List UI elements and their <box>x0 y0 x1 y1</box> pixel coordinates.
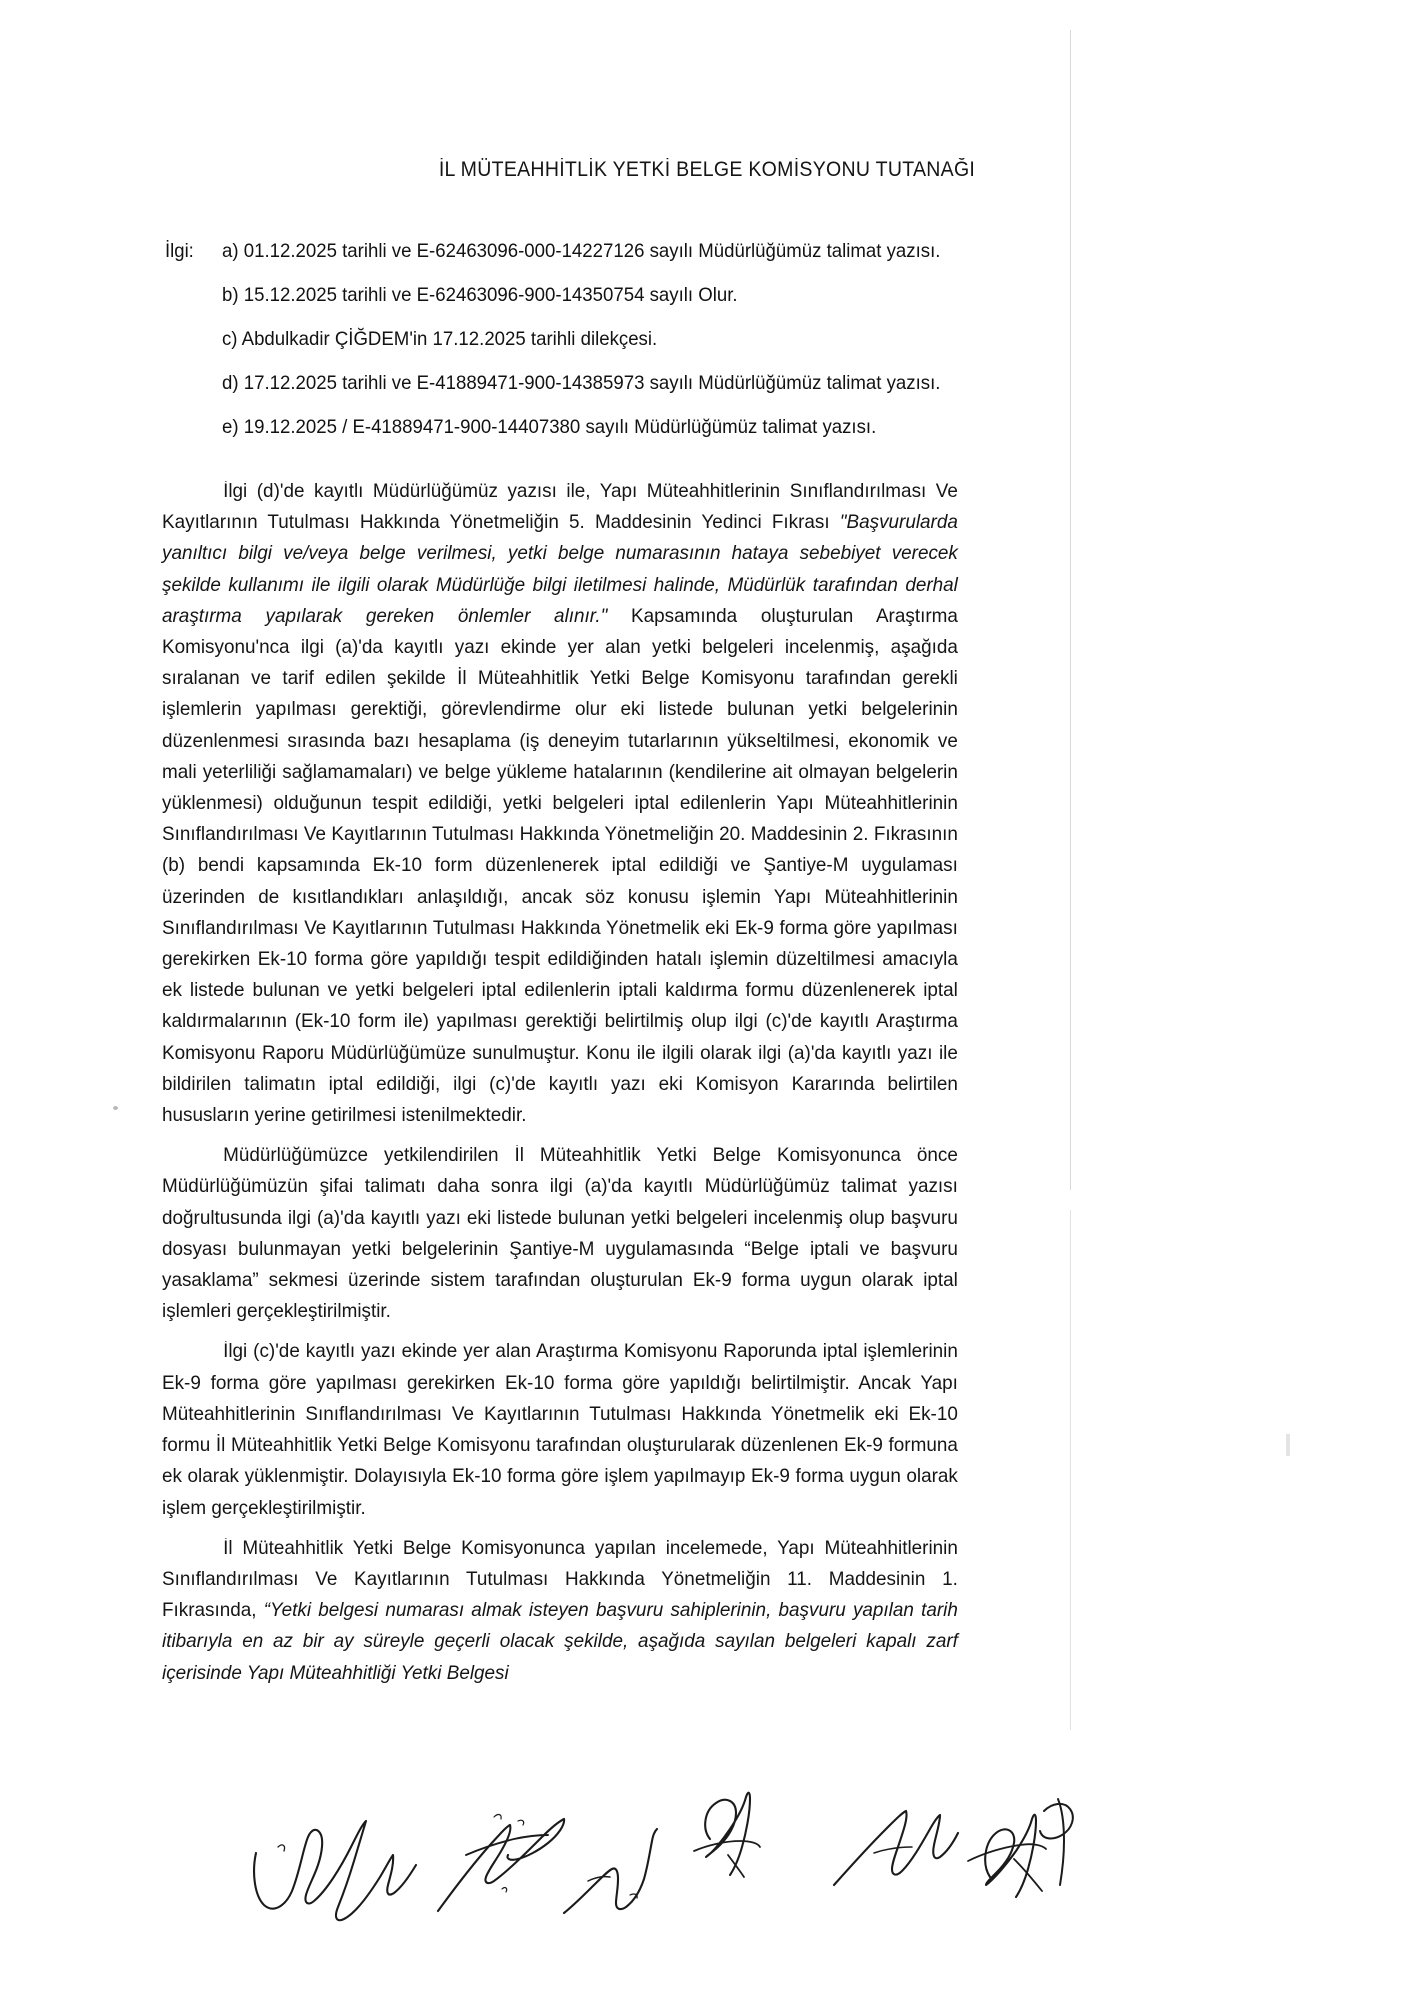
signature-3 <box>560 1821 680 1931</box>
scan-artifact-line <box>1070 30 1071 1190</box>
quoted-regulation-text: "Başvurularda yanıltıcı bilgi ve/veya belge verilmesi, yetki belge numarasının hataya sebebiyet verecek şekilde kullanımı ile ilgili olarak Müdürlüğe bilgi iletilmesi halinde, Müdürlük tarafından derhal araştırma yapılarak gereken önlemler alınır." <box>162 512 958 627</box>
reference-text-e: e) 19.12.2025 / E-41889471-900-14407380 sayılı Müdürlüğümüz talimat yazısı. <box>222 416 877 438</box>
signature-row <box>0 1775 1414 1975</box>
reference-item-b <box>165 282 1045 308</box>
reference-text-b: b) 15.12.2025 tarihli ve E-62463096-900-14350754 sayılı Olur. <box>222 284 738 306</box>
reference-item-e <box>165 414 1045 440</box>
body-text: Müdürlüğümüzce yetkilendirilen İl Müteahhitlik Yetki Belge Komisyonunca önce Müdürlüğümüzün şifai talimatı daha sonra ilgi (a)'da kayıtlı Müdürlüğümüz talimat yazısı doğrultusunda ilgi (a)'da kayıtlı yazı eki listede bulunan yetki belgeleri incelenmiş olup başvuru dosyası bulunmayan yetki belgelerinin Şantiye-M uygulamasında “Belge iptali ve başvuru yasaklama” sekmesi üzerinde sistem tarafından oluşturulan Ek-9 forma uygun olarak iptal işlemleri gerçekleştirilmiştir. <box>162 1145 958 1323</box>
reference-item-a <box>165 238 1045 264</box>
paragraph-4 <box>162 1533 958 1689</box>
reference-text-d: d) 17.12.2025 tarihli ve E-41889471-900-14385973 sayılı Müdürlüğümüz talimat yazısı. <box>222 372 941 394</box>
paragraph-3 <box>162 1336 958 1523</box>
reference-list <box>165 238 1045 458</box>
signature-2 <box>432 1797 592 1927</box>
signature-4 <box>688 1785 808 1915</box>
scan-speck-right <box>1286 1434 1290 1456</box>
document-body <box>162 476 970 1698</box>
paragraph-1 <box>162 476 958 1131</box>
paragraph-2 <box>162 1140 958 1327</box>
signature-5 <box>830 1793 970 1913</box>
reference-label: İlgi: <box>165 240 194 262</box>
body-text: Kapsamında oluşturulan Araştırma Komisyonu'nca ilgi (a)'da kayıtlı yazı ekinde yer alan yetki belgeleri incelenmiş, aşağıda sıralanan ve tarif edilen şekilde İl Müteahhitlik Yetki Belge Komisyonu tarafından gerekli işlemlerin yapılması gerektiği, görevlendirme olur eki listede bulunan yetki belgelerinin düzenlenmesi sırasında bazı hesaplama (iş deneyim tutarlarının yükseltilmesi, ekonomik ve mali yeterliliği sağlamamaları) ve belge yükleme hatalarının (kendilerine ait olmayan belgelerin yüklenmesi) olduğunun tespit edildiği, yetki belgeleri iptal edilenlerin Yapı Müteahhitlerinin Sınıflandırılması Ve Kayıtlarının Tutulması Hakkında Yönetmeliğin 20. Maddesinin 2. Fıkrasının (b) bendi kapsamında Ek-10 form düzenlenerek iptal edildiği ve Şantiye-M uygulaması üzerinden de kısıtlandıkları anlaşıldığı, ancak söz konusu işlemin Yapı Müteahhitlerinin Sınıflandırılması Ve Kayıtlarının Tutulması Hakkında Yönetmelik eki Ek-9 forma göre yapılması gerekirken Ek-10 forma göre yapıldığı tespit edildiğinden hatalı işlemin düzeltilmesi amacıyla ek listede bulunan ve yetki belgeleri iptal edilenlerin iptali kaldırma formu düzenlenerek iptal kaldırmalarının (Ek-10 form ile) yapılması gerektiği belirtilmiş olup ilgi (c)'de kayıtlı Araştırma Komisyonu Raporu Müdürlüğümüze sunulmuştur. Konu ile ilgili olarak ilgi (a)'da kayıtlı yazı ile bildirilen talimatın iptal edildiği, ilgi (c)'de kayıtlı yazı eki Komisyon Kararında belirtilen hususların yerine getirilmesi istenilmektedir. <box>162 605 958 1127</box>
body-text: İlgi (d)'de kayıtlı Müdürlüğümüz yazısı ile, Yapı Müteahhitlerinin Sınıflandırılması Ve Kayıtlarının Tutulması Hakkında Yönetmeliğin 5. Maddesinin Yedinci Fıkrası <box>162 481 958 534</box>
body-text: İl Müteahhitlik Yetki Belge Komisyonunca yapılan incelemede, Yapı Müteahhitlerinin Sınıflandırılması Ve Kayıtlarının Tutulması Hakkında Yönetmeliğin 11. Maddesinin 1. Fıkrasında, <box>162 1537 958 1622</box>
reference-item-c <box>165 326 1045 352</box>
quoted-regulation-text: “Yetki belgesi numarası almak isteyen başvuru sahiplerinin, başvuru yapılan tarih itibarıyla en az bir ay süreyle geçerli olacak şekilde, aşağıda sayılan belgeleri kapalı zarf içerisinde Yapı Müteahhitliği Yetki Belgesi <box>162 1600 958 1684</box>
signature-6 <box>960 1781 1100 1921</box>
body-text: İlgi (c)'de kayıtlı yazı ekinde yer alan Araştırma Komisyonu Raporunda iptal işlemlerinin Ek-9 forma göre yapılması gerekirken Ek-10 forma göre yapıldığı belirtilmiştir. Ancak Yapı Müteahhitlerinin Sınıflandırılması Ve Kayıtlarının Tutulması Hakkında Yönetmelik eki Ek-10 formu İl Müteahhitlik Yetki Belge Komisyonu tarafından oluşturularak düzenlenen Ek-9 formuna ek olarak yüklenmiştir. Dolayısıyla Ek-10 forma göre işlem yapılmayıp Ek-9 forma uygun olarak işlem gerçekleştirilmiştir. <box>162 1341 958 1519</box>
signature-1 <box>248 1813 458 1933</box>
reference-text-a: a) 01.12.2025 tarihli ve E-62463096-000-14227126 sayılı Müdürlüğümüz talimat yazısı. <box>222 240 941 262</box>
reference-text-c: c) Abdulkadir ÇİĞDEM'in 17.12.2025 tarihli dilekçesi. <box>222 328 658 350</box>
scan-speck <box>113 1106 118 1110</box>
page-title: İL MÜTEAHHİTLİK YETKİ BELGE KOMİSYONU TUTANAĞI <box>438 158 976 181</box>
scan-artifact-line-lower <box>1070 1210 1071 1730</box>
reference-item-d <box>165 370 1045 396</box>
